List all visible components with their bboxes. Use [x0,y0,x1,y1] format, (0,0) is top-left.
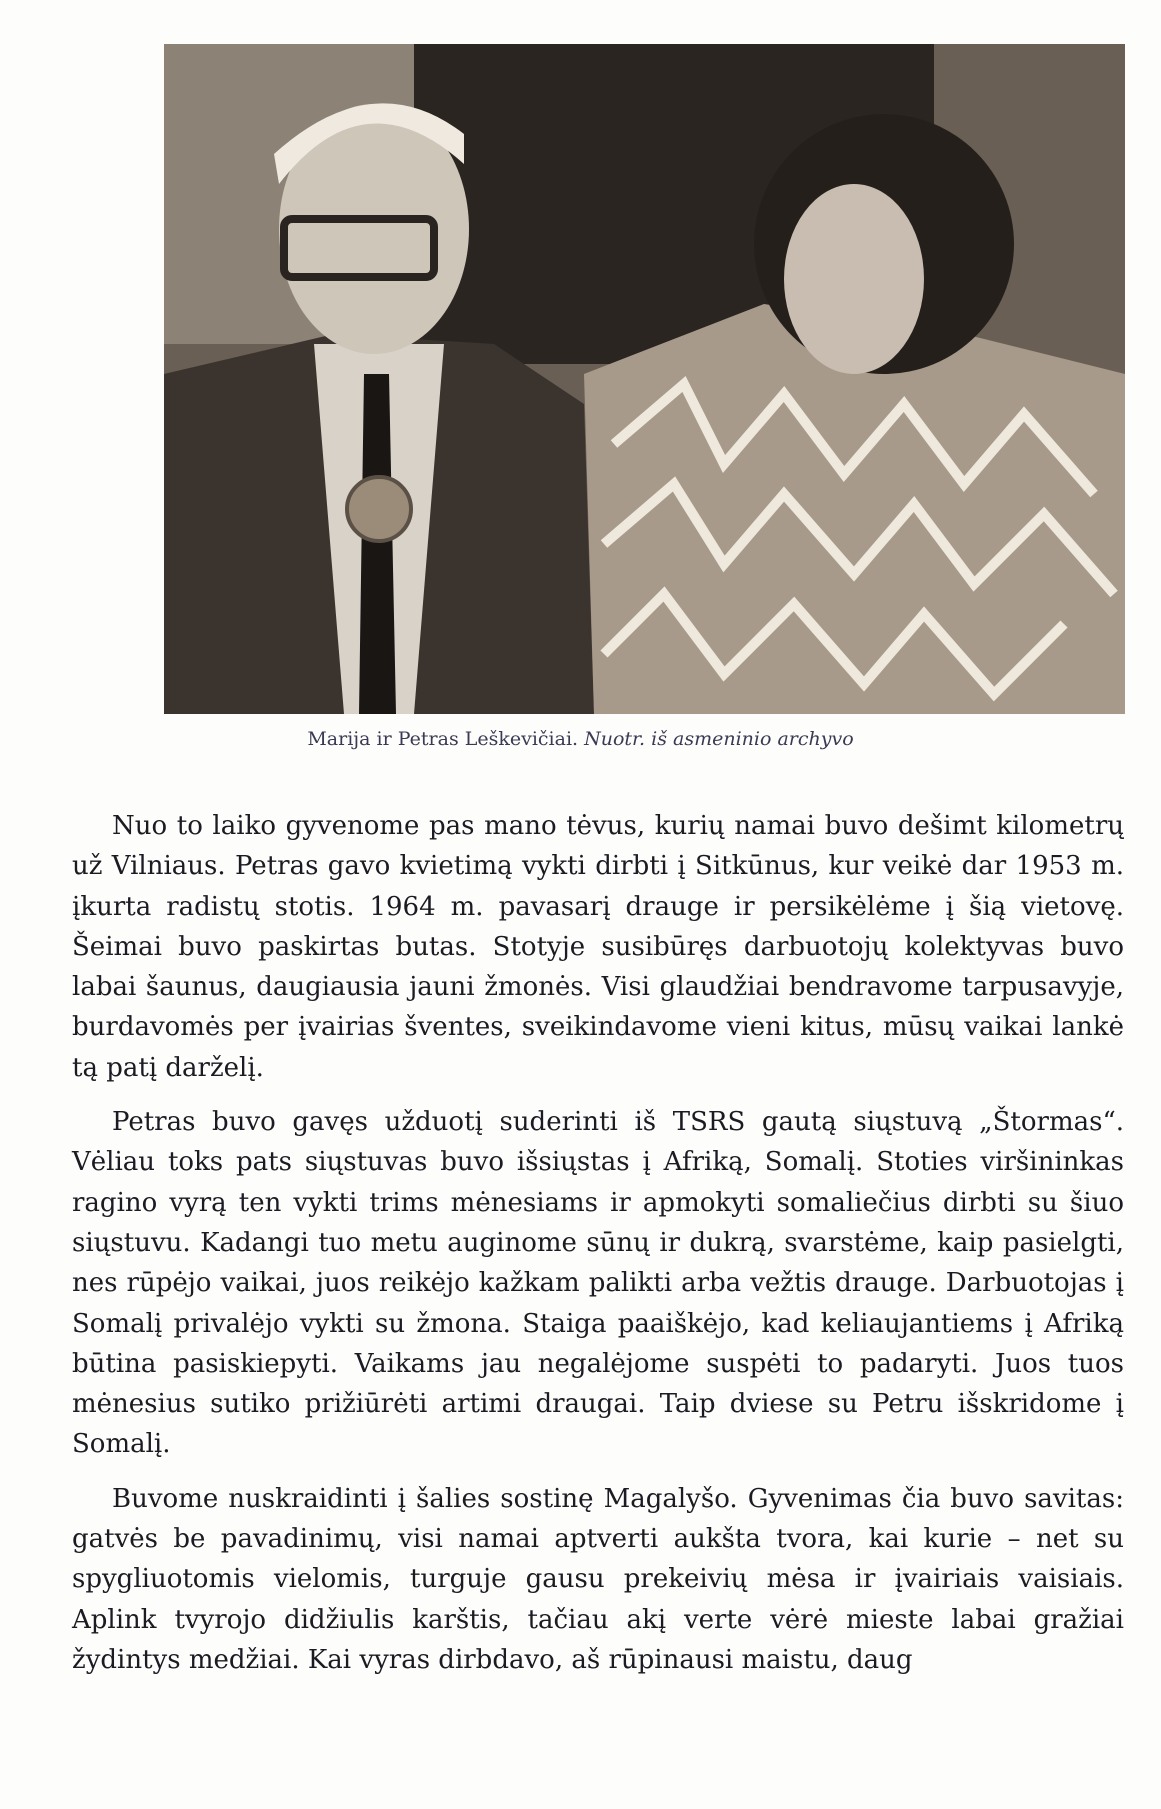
caption-names: Marija ir Petras Leškevičiai. [307,728,579,750]
caption-credit: Nuotr. iš asmeninio archyvo [584,728,854,750]
paragraph: Buvome nuskraidinti į šalies sostinę Magalyšo. Gyvenimas čia buvo savitas: gatvės be pavadinimų, visi namai aptverti aukšta tvora, kai kurie – net su spygliuotomis vielomis, turguje gausu prekeivių mėsa ir įvairiais vaisiais. Aplink tvyrojo didžiulis karštis, tačiau akį verte vėrė mieste labai gražiai žydintys medžiai. Kai vyras dirbdavo, aš rūpinausi maistu, daug [72,1483,1124,1675]
paragraph: Petras buvo gavęs užduotį suderinti iš TSRS gautą siųstuvą „Štormas“. Vėliau toks pats siųstuvas buvo išsiųstas į Afriką, Somalį. Stoties viršininkas ragino vyrą ten vykti trims mėnesiams ir apmokyti somaliečius dirbti su šiuo siųstuvu. Kadangi tuo metu auginome sūnų ir dukrą, svarstėme, kaip pasielgti, nes rūpėjo vaikai, juos reikėjo kažkam palikti arba vežtis drauge. Darbuotojas į Somalį privalėjo vykti su žmona. Staiga paaiškėjo, kad keliaujantiems į Afriką būtina pasiskiepyti. Vaikams jau negalėjome suspėti to padaryti. Juos tuos mėnesius sutiko prižiūrėti artimi draugai. Taip dviese su Petru išskridome į Somalį. [72,1107,1124,1460]
article-body [72,806,1124,1694]
photo-illustration [164,44,1125,714]
medal [347,477,411,541]
paragraph: Nuo to laiko gyvenome pas mano tėvus, kurių namai buvo dešimt kilometrų už Vilniaus. Petras gavo kvietimą vykti dirbti į Sitkūnus, kur veikė dar 1953 m. įkurta radistų stotis. 1964 m. pavasarį drauge ir persikėlėme į šią vietovę. Šeimai buvo paskirtas butas. Stotyje susibūręs darbuotojų kolektyvas buvo labai šaunus, daugiausia jauni žmonės. Visi glaudžiai bendravome tarpusavyje, burdavomės per įvairias šventes, sveikindavome vieni kitus, mūsų vaikai lankė tą patį darželį. [72,811,1124,1083]
photo-caption [0,728,1161,750]
photograph [164,44,1125,714]
woman-face [784,184,924,374]
